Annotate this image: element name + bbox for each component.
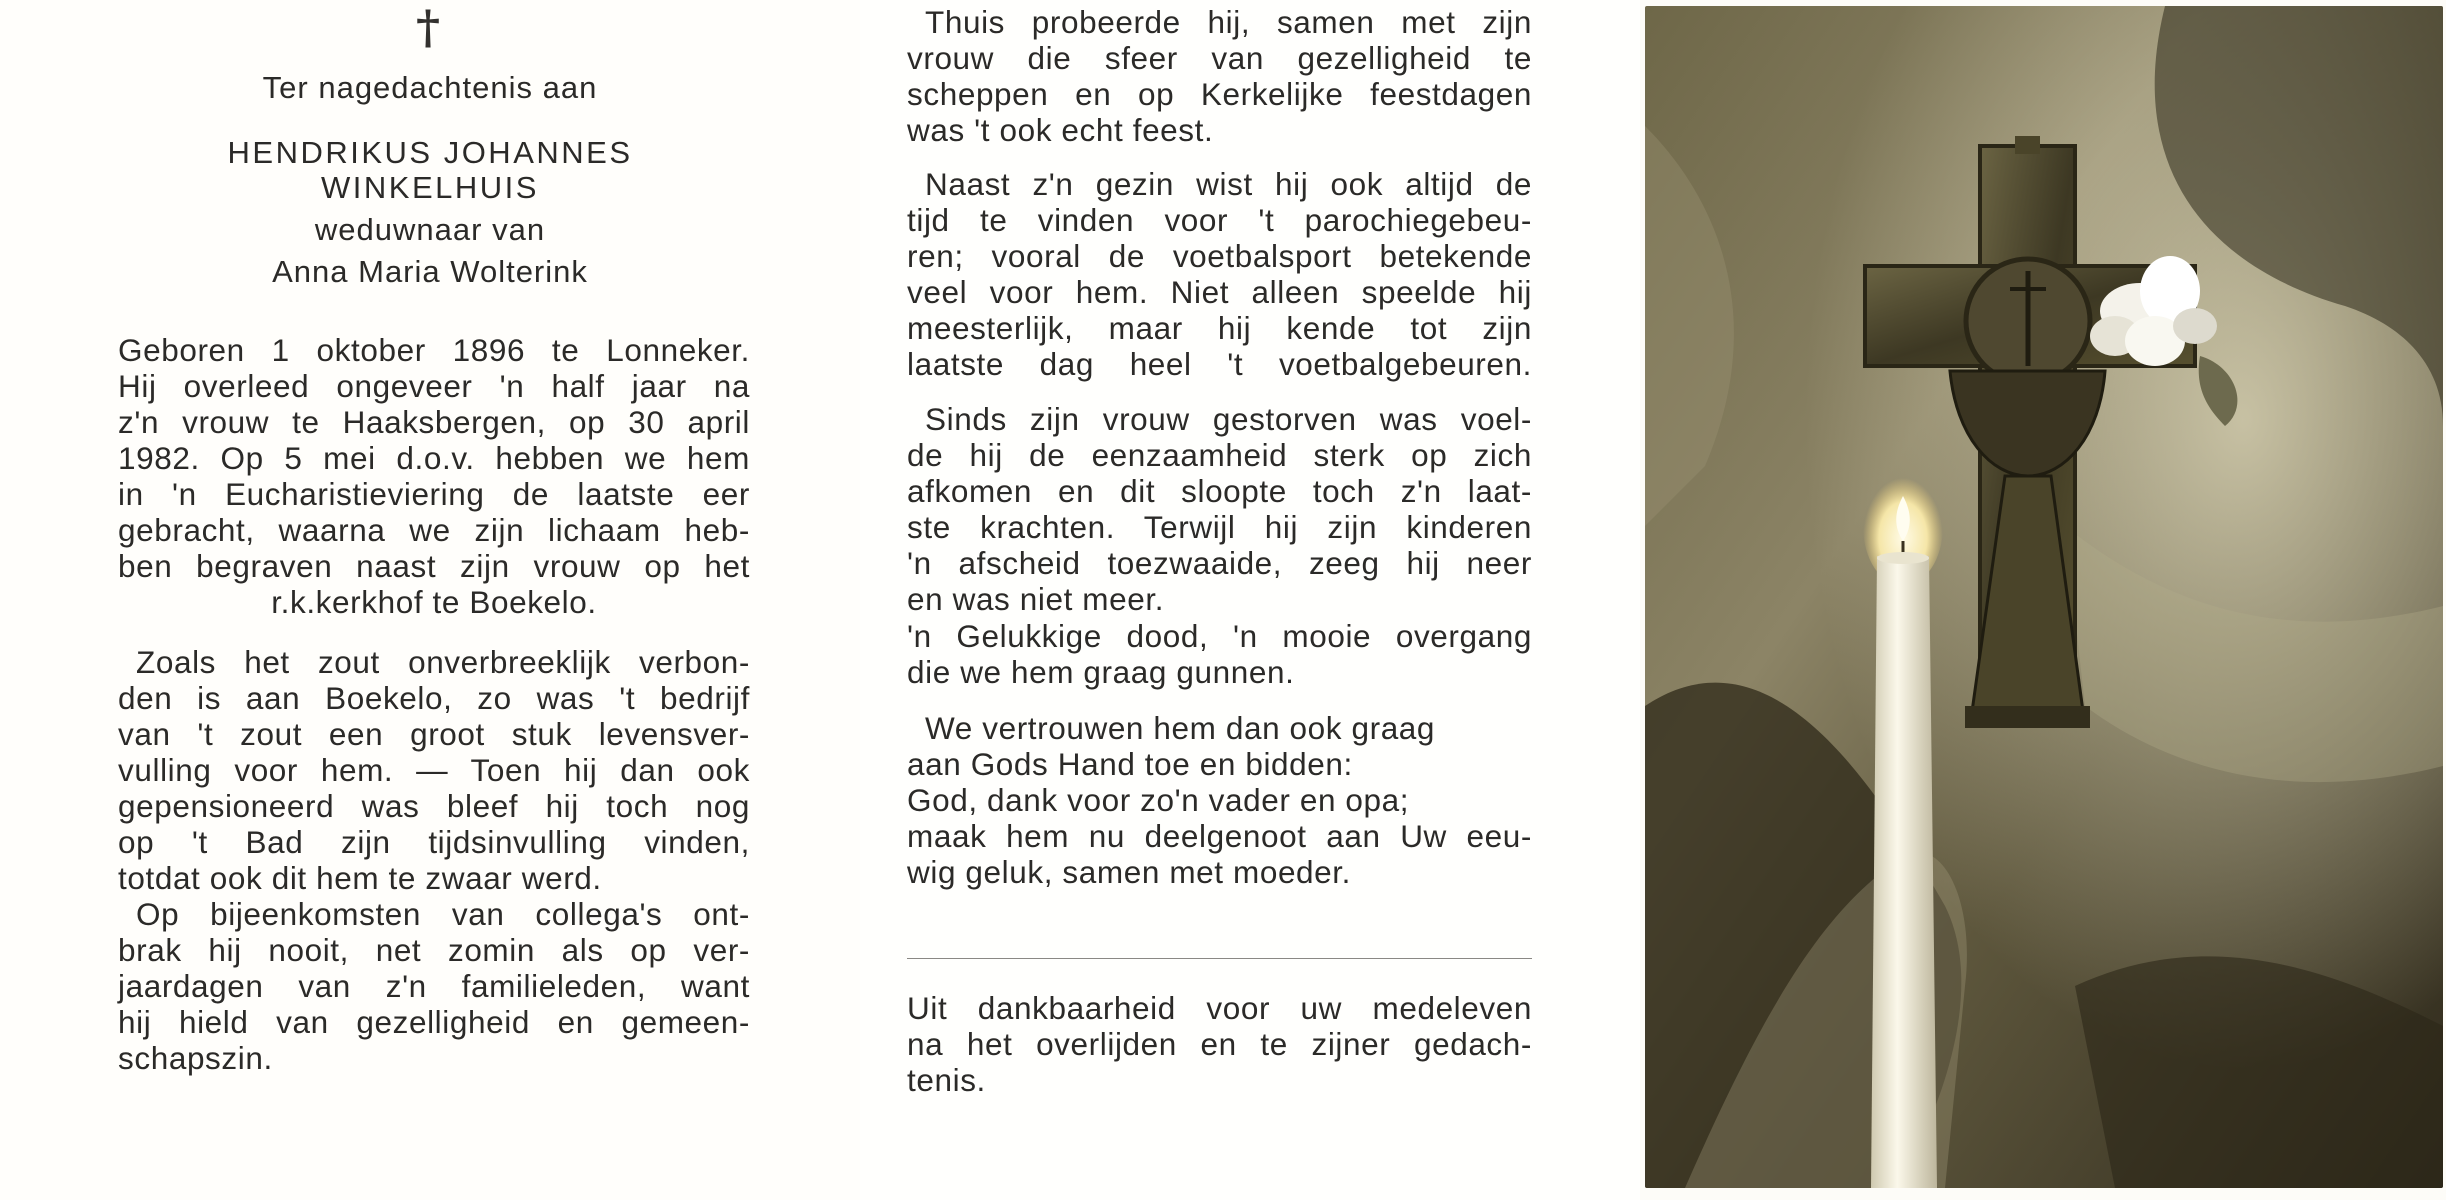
text-line: Naast z'n gezin wist hij ook altijd de <box>925 166 1532 202</box>
text-line: laatste dag heel 't voetbalgebeuren. <box>907 346 1532 382</box>
text-line: ben begraven naast zijn vrouw op het <box>118 548 750 584</box>
colleagues-paragraph <box>118 896 750 1076</box>
text-line: Uit dankbaarheid voor uw medeleven <box>907 990 1532 1026</box>
text-line: totdat ook dit hem te zwaar werd. <box>118 860 602 896</box>
text-line: gepensioneerd was bleef hij toch nog <box>118 788 750 824</box>
text-line: 'n afscheid toezwaaide, zeeg hij neer <box>907 545 1532 581</box>
text-line: Op bijeenkomsten van collega's ont- <box>136 896 750 932</box>
divider-line <box>907 958 1532 959</box>
text-line: gebracht, waarna we zijn lichaam heb- <box>118 512 750 548</box>
deceased-name-line1: HENDRIKUS JOHANNES <box>227 135 633 170</box>
middle-panel <box>860 0 1640 1200</box>
text-line: van 't zout een groot stuk levensver- <box>118 716 750 752</box>
text-line: z'n vrouw te Haaksbergen, op 30 april <box>118 404 750 440</box>
text-line: scheppen en op Kerkelijke feestdagen <box>907 76 1532 112</box>
text-line: We vertrouwen hem dan ook graag <box>925 710 1436 746</box>
text-line: in 'n Eucharistieviering de laatste eer <box>118 476 750 512</box>
text-line: afkomen en dit sloopte toch z'n laat- <box>907 473 1532 509</box>
deceased-name-line2: WINKELHUIS <box>321 170 539 205</box>
text-line: ren; vooral de voetbalsport betekende <box>907 238 1532 274</box>
text-line: ste krachten. Terwijl hij zijn kinderen <box>907 509 1532 545</box>
text-line: tenis. <box>907 1062 986 1098</box>
salt-work-paragraph <box>118 644 750 896</box>
prayer-paragraph <box>907 710 1532 890</box>
loneliness-paragraph <box>907 401 1532 617</box>
text-line: 'n Gelukkige dood, 'n mooie overgang <box>907 618 1532 654</box>
text-line: hij hield van gezelligheid en gemeen- <box>118 1004 750 1040</box>
parish-football-paragraph <box>907 166 1532 382</box>
text-line: den is aan Boekelo, zo was 't bedrijf <box>118 680 750 716</box>
widower-of-label: weduwnaar van <box>314 212 546 247</box>
text-line: Sinds zijn vrouw gestorven was voel- <box>925 401 1532 437</box>
in-memory-heading: Ter nagedachtenis aan <box>262 70 598 105</box>
birth-death-paragraph <box>118 332 750 620</box>
text-line: meesterlijk, maar hij kende tot zijn <box>907 310 1532 346</box>
home-paragraph <box>907 4 1532 148</box>
text-line: schapszin. <box>118 1040 273 1076</box>
text-line: Hij overleed ongeveer 'n half jaar na <box>118 368 750 404</box>
crucifix-candle-photo <box>1645 6 2443 1188</box>
text-line: veel voor hem. Niet alleen speelde hij <box>907 274 1532 310</box>
text-line: aan Gods Hand toe en bidden: <box>907 746 1353 782</box>
cross-icon: † <box>415 0 441 54</box>
text-line: Thuis probeerde hij, samen met zijn <box>925 4 1532 40</box>
text-line: Geboren 1 oktober 1896 te Lonneker. <box>118 332 750 368</box>
text-line: Zoals het zout onverbreeklijk verbon- <box>136 644 750 680</box>
text-line: en was niet meer. <box>907 581 1165 617</box>
text-line: r.k.kerkhof te Boekelo. <box>271 584 597 620</box>
good-death-paragraph <box>907 618 1532 690</box>
text-line: 1982. Op 5 mei d.o.v. hebben we hem <box>118 440 750 476</box>
left-panel <box>0 0 860 1200</box>
text-line: was 't ook echt feest. <box>907 112 1214 148</box>
text-line: wig geluk, samen met moeder. <box>907 854 1352 890</box>
text-line: brak hij nooit, net zomin als op ver- <box>118 932 750 968</box>
text-line: tijd te vinden voor 't parochiegebeu- <box>907 202 1532 238</box>
text-line: op 't Bad zijn tijdsinvulling vinden, <box>118 824 750 860</box>
text-line: na het overlijden en te zijner gedach- <box>907 1026 1532 1062</box>
text-line: jaardagen van z'n familieleden, want <box>118 968 750 1004</box>
text-line: de hij de eenzaamheid sterk op zich <box>907 437 1532 473</box>
text-line: die we hem graag gunnen. <box>907 654 1295 690</box>
text-line: vulling voor hem. — Toen hij dan ook <box>118 752 750 788</box>
text-line: God, dank voor zo'n vader en opa; <box>907 782 1410 818</box>
text-line: vrouw die sfeer van gezelligheid te <box>907 40 1532 76</box>
spouse-name: Anna Maria Wolterink <box>272 254 588 289</box>
text-line: maak hem nu deelgenoot aan Uw eeu- <box>907 818 1532 854</box>
thanks-paragraph <box>907 990 1532 1098</box>
